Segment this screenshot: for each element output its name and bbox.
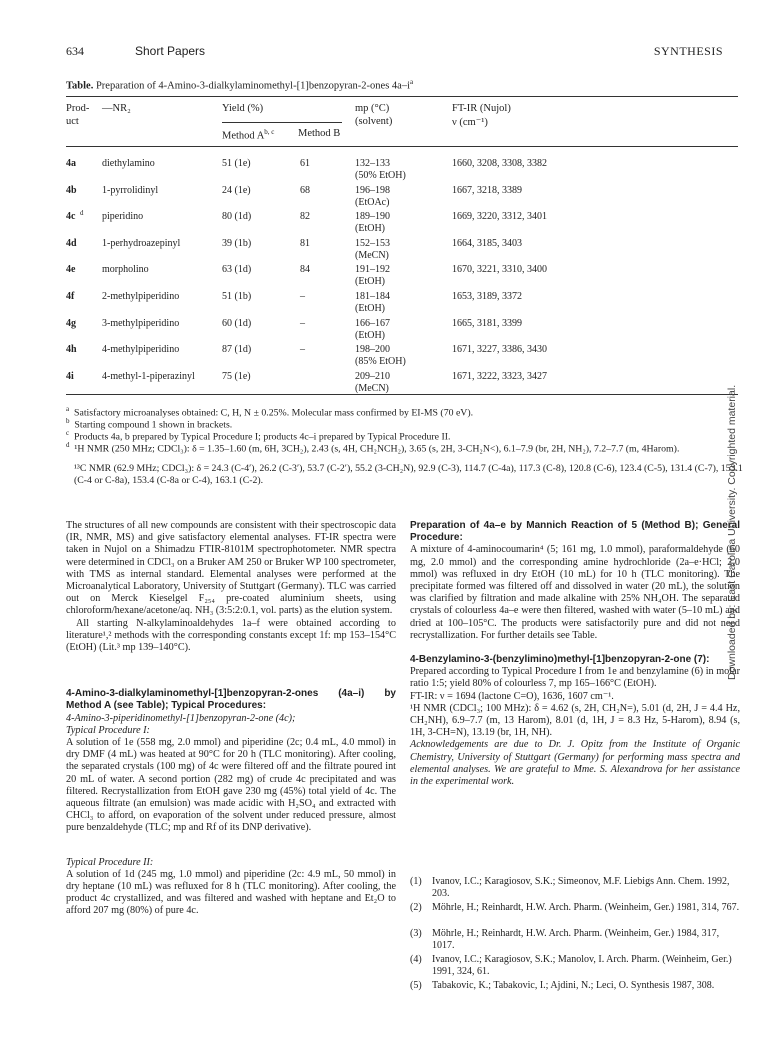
ir-cell: 1670, 3221, 3310, 3400 [452, 264, 547, 276]
nr2-cell: 4-methylpiperidino [102, 344, 180, 356]
mp-solvent: (EtOH) [355, 276, 385, 288]
product-cell: 4a [66, 158, 76, 169]
footnote-b: $^b$ Starting compound 1 shown in brackets. [66, 417, 233, 431]
header-mp: mp (°C) [355, 103, 390, 114]
page-number: 634 [66, 44, 84, 58]
product-cell: 4b [66, 184, 77, 196]
header-method-b: Method B [298, 128, 341, 139]
table-row [0, 238, 783, 264]
mp-value: 181–184 [355, 291, 390, 302]
mp-cell [355, 158, 406, 182]
header-mp-solvent: (solvent) [355, 116, 393, 127]
header-ir-unit: ν (cm⁻¹) [452, 117, 488, 128]
ir-cell: 1669, 3220, 3312, 3401 [452, 211, 547, 223]
yield-a-cell: 60 (1d) [222, 317, 252, 329]
yield-b-cell: – [300, 344, 305, 356]
mp-cell [355, 344, 406, 368]
mp-solvent: (50% EtOH) [355, 170, 406, 181]
table-row [0, 264, 783, 290]
yield-a-cell: 51 (1b) [222, 291, 252, 302]
method-a-heading: 4-Amino-3-dialkylaminomethyl-[1]benzopyran-2-ones (4a–i) by Method A (see Table); Typical Procedures: [66, 688, 396, 712]
mp-value: 132–133 [355, 158, 390, 169]
nr2-cell: piperidino [102, 211, 144, 223]
yield-a-cell: 75 (1e) [222, 370, 251, 382]
nr2-cell: diethylamino [102, 158, 155, 169]
table-caption [66, 78, 413, 92]
yield-b-cell: 82 [300, 211, 310, 223]
reference-text: Ivanov, I.C.; Karagiosov, S.K.; Simeonov, M.F. Liebigs Ann. Chem. 1992, 203. [432, 876, 730, 899]
header-product: Prod- [66, 103, 90, 114]
procedure-1-label: Typical Procedure I: [66, 724, 150, 736]
table-bottom-rule [66, 394, 738, 395]
product-cell: 4e [66, 264, 76, 276]
mp-solvent: (MeCN) [355, 382, 389, 394]
nr2-cell: morpholino [102, 264, 149, 276]
procedure-1-text: A solution of 1e (558 mg, 2.0 mmol) and piperidine (2c; 0.4 mL, 4.0 mmol) in dry DMF (4 mL) was heated at 90°C for 20 h (TLC monitoring). After cooling, the separated crystals (100 mg) of 4c were filtered off and the filtrate poured int 20 mL of water. A second portion (282 mg) of crude 4c precipitated and was filtered. Recrystallization from EtOH gave 230 mg (45%) total yield of 4c. The aqueous filtrate (an emulsion) was made acidic with H₂SO₄ and extracted with CHCl₃ to afford, on evaporation of the solvent under reduced pressure, almost pure benzaldehyde (TLC; mp and Rf of its DNP derivative). [66, 737, 396, 834]
mp-cell [355, 211, 390, 235]
compound-7-nmr: ¹H NMR (CDCl₃; 100 MHz): δ = 4.62 (s, 2H, CH₂N=), 5.01 (d, 2H, J = 4.4 Hz, CH₂NH), 6.9–7.7 (m, 13 Harom), 8.01 (d, 1H, J = 8.3 Hz, 5-Harom), 8.94 (s, 1H, 3-CH=N), 13.19 (br, 1H, NH). [410, 702, 740, 739]
nr2-cell: 1-perhydroazepinyl [102, 237, 181, 249]
table-caption-text: Preparation of 4-Amino-3-dialkylaminomethyl-[1]benzopyran-2-ones 4a–i [95, 80, 410, 92]
method-a-sup: b, c [264, 128, 275, 136]
table-row [0, 185, 783, 211]
yield-b-cell: – [300, 291, 305, 302]
mp-cell [355, 371, 390, 395]
download-watermark: Downloaded by: East Carolina University. Copyrighted material. [726, 384, 738, 680]
product-cell: 4c [66, 211, 76, 223]
compound-7-heading: 4-Benzylamino-3-(benzylimino)methyl-[1]benzopyran-2-one (7): [410, 654, 710, 666]
procedure-2-label: Typical Procedure II: [66, 856, 154, 868]
mp-value: 189–190 [355, 211, 390, 223]
yield-b-cell: 68 [300, 184, 310, 196]
table-label: Table. [66, 80, 94, 92]
running-title: Short Papers [135, 44, 206, 58]
nr2-cell: 2-methylpiperidino [102, 291, 180, 302]
header-ir: FT-IR (Nujol) [452, 103, 511, 114]
reference-text: Möhrle, H.; Reinhardt, H.W. Arch. Pharm. (Weinheim, Ger.) 1984, 317, 1017. [432, 928, 720, 951]
nr2-cell: 4-methyl-1-piperazinyl [102, 370, 195, 382]
right-column [410, 520, 740, 788]
product-cell: 4i [66, 370, 74, 382]
table-top-rule [66, 96, 738, 97]
header-method-a [222, 128, 274, 142]
ir-cell: 1664, 3185, 3403 [452, 237, 522, 249]
mp-cell [355, 185, 390, 209]
ir-cell: 1671, 3227, 3386, 3430 [452, 344, 547, 356]
experimental-para: The structures of all new compounds are consistent with their spectroscopic data (IR, NMR, MS) and give satisfactory elemental analyses. FT-IR spectra were taken in Nujol on a Shimadzu FTIR-8101M spectrophotometer. NMR spectra were determined in CDCl₃ on a Bruker AM 250 or Bruker WP 100 spectrometer, with TMS as internal standard. Elemental analyses were performed at the Microanalytical Laboratory, University of Stuttgart (Germany). TLC was carried out on Merck Kieselgel F₂₅₄ pre-coated aluminium sheets, using chloroform/hexane/acetone/aq. NH₃ (3:5:2:0.1, vol. parts) as the elution system. [66, 520, 396, 617]
header-yield: Yield (%) [222, 103, 264, 114]
yield-a-cell: 63 (1d) [222, 264, 252, 276]
yield-rule [222, 122, 342, 123]
ir-cell: 1665, 3181, 3399 [452, 317, 522, 329]
table-header-rule [66, 146, 738, 147]
reference-text: Tabakovic, K.; Tabakovic, I.; Ajdini, N.; Leci, O. Synthesis 1987, 308. [432, 980, 715, 991]
footnote-c: $^c$ Products 4a, b prepared by Typical Procedure I; products 4c–i prepared by Typical Procedure II. [66, 429, 451, 443]
yield-a-cell: 51 (1e) [222, 158, 251, 169]
reference-text: Möhrle, H.; Reinhardt, H.W. Arch. Pharm. (Weinheim, Ger.) 1981, 314, 767. [432, 902, 740, 913]
compound-4c-heading: 4-Amino-3-piperidinomethyl-[1]benzopyran-2-one (4c); [66, 712, 296, 724]
mp-value: 152–153 [355, 237, 390, 249]
mp-value: 209–210 [355, 370, 390, 382]
product-cell: 4d [66, 237, 77, 249]
yield-a-cell: 39 (1b) [222, 237, 252, 249]
mp-value: 191–192 [355, 264, 390, 276]
table-row [0, 291, 783, 317]
mp-solvent: (85% EtOH) [355, 356, 406, 368]
ir-cell: 1660, 3208, 3308, 3382 [452, 158, 547, 169]
starting-materials-para: All starting N-alkylaminoaldehydes 1a–f were obtained according to literature¹,² methods with the corresponding constants except 1f: mp 153–154°C (EtOH) (Lit.³ mp 139–140°C). [66, 617, 396, 654]
footnote-c13: ¹³C NMR (62.9 MHz; CDCl₃): δ = 24.3 (C-4′), 26.2 (C-3′), 53.7 (C-2′), 55.2 (3-CH₂N), 92.9 (C-3), 114.7 (C-4a), 117.3 (C-8), 120.8 (C-6), 123.4 (C-5), 131.4 (C-7), 153.1 (C-4 or C-8a), 153.4 (C-8a or C-4), 163.1 (C-2). [74, 463, 743, 486]
table-row [0, 318, 783, 344]
header-product-2: uct [66, 116, 79, 127]
ir-cell: 1671, 3222, 3323, 3427 [452, 370, 547, 382]
table-row [0, 211, 783, 237]
mp-value: 166–167 [355, 317, 390, 329]
method-b-heading: Preparation of 4a–e by Mannich Reaction of 5 (Method B); General Procedure: [410, 520, 740, 544]
header-nr2: —NR₂ [102, 103, 131, 114]
reference-number: (5) [410, 980, 422, 991]
yield-b-cell: 84 [300, 264, 310, 276]
reference-number: (4) [410, 954, 422, 965]
mp-solvent: (EtOAc) [355, 196, 390, 208]
yield-b-cell: 81 [300, 237, 310, 249]
caption-footnote-mark: a [410, 78, 414, 86]
method-a-label: Method A [222, 130, 265, 142]
ir-cell: 1653, 3189, 3372 [452, 291, 522, 302]
mp-cell [355, 264, 390, 288]
yield-a-cell: 87 (1d) [222, 344, 252, 356]
reference-number: (3) [410, 928, 422, 939]
mp-value: 196–198 [355, 184, 390, 196]
table-row [0, 344, 783, 370]
footnote-a: $^a$ Satisfactory microanalyses obtained: C, H, N ± 0.25%. Molecular mass confirmed by EI-MS (70 eV). [66, 405, 474, 419]
mp-cell [355, 238, 390, 262]
product-cell: 4g [66, 317, 76, 329]
compound-7-text: Prepared according to Typical Procedure I from 1e and benzylamine (6) in molar ratio 1:5; yield 80% of colourless 7, mp 165–166°C (EtOH). [410, 666, 740, 690]
mp-solvent: (EtOH) [355, 303, 385, 314]
left-column [66, 520, 396, 918]
footnote-d: $^d$ ¹H NMR (250 MHz; CDCl₃): δ = 1.35–1.60 (m, 6H, 3CH₂), 2.43 (s, 4H, CH₂NCH₂), 3.65 (s, 2H, 3-CH₂N<), 6.1–7.9 (br, 2H, NH₂), 7.2–7.7 (m, 4Harom). [66, 441, 680, 455]
nr2-cell: 3-methylpiperidino [102, 317, 180, 329]
table-row [0, 371, 783, 397]
method-b-text: A mixture of 4-aminocoumarin⁴ (5; 161 mg, 1.0 mmol), paraformaldehyde (60 mg, 2.0 mmol) and the corresponding amine hydrochloride (2a–e·HCl; 2.0 mmol) was refluxed in dry EtOH (10 mL) for 10 h (TLC monitoring). The precipitate formed was filtered off and dissolved in water (20 mL), the solution was clarified by filtration and made alkaline with 25% NH₄OH. The separated crystals of colourless 4a–e were then filtered, washed with water (5–10 mL) and dried at 100–105°C. The products were satisfactorily pure and did not need recrystallization. For further details see Table. [410, 544, 740, 641]
table-row [0, 158, 783, 184]
product-sup: d [80, 209, 84, 218]
yield-b-cell: – [300, 317, 305, 329]
acknowledgements: Acknowledgements are due to Dr. J. Opitz from the Institute of Organic Chemistry, University of Stuttgart (Germany) for performing mass spectra and elemental analyses. We are grateful to Mme. S. Alexandrova for her assistance in the experimental work. [410, 739, 740, 788]
mp-value: 198–200 [355, 344, 390, 356]
yield-a-cell: 24 (1e) [222, 184, 251, 196]
compound-7-ir: FT-IR: ν = 1694 (lactone C=O), 1636, 1607 cm⁻¹. [410, 690, 614, 702]
ir-cell: 1667, 3218, 3389 [452, 184, 522, 196]
mp-cell [355, 318, 390, 342]
product-cell: 4f [66, 291, 75, 302]
mp-solvent: (MeCN) [355, 249, 389, 261]
procedure-2-text: A solution of 1d (245 mg, 1.0 mmol) and piperidine (2c: 4.9 mL, 50 mmol) in dry heptane (10 mL) was refluxed for 8 h (TLC monitoring). After cooling, the product 4c crystallized, and was filtered and washed with heptane and Et₂O to afford 207 mg (80%) of pure 4c. [66, 868, 396, 917]
reference-number: (1) [410, 876, 422, 887]
nr2-cell: 1-pyrrolidinyl [102, 184, 159, 196]
mp-solvent: (EtOH) [355, 223, 385, 235]
yield-b-cell: 61 [300, 158, 310, 169]
reference-number: (2) [410, 902, 422, 913]
mp-solvent: (EtOH) [355, 329, 385, 341]
yield-a-cell: 80 (1d) [222, 211, 252, 223]
product-cell: 4h [66, 344, 77, 356]
mp-cell [355, 291, 390, 315]
reference-text: Ivanov, I.C.; Karagiosov, S.K.; Manolov, I. Arch. Pharm. (Weinheim, Ger.) 1991, 324, 61. [432, 954, 732, 977]
journal-name: SYNTHESIS [653, 44, 723, 58]
